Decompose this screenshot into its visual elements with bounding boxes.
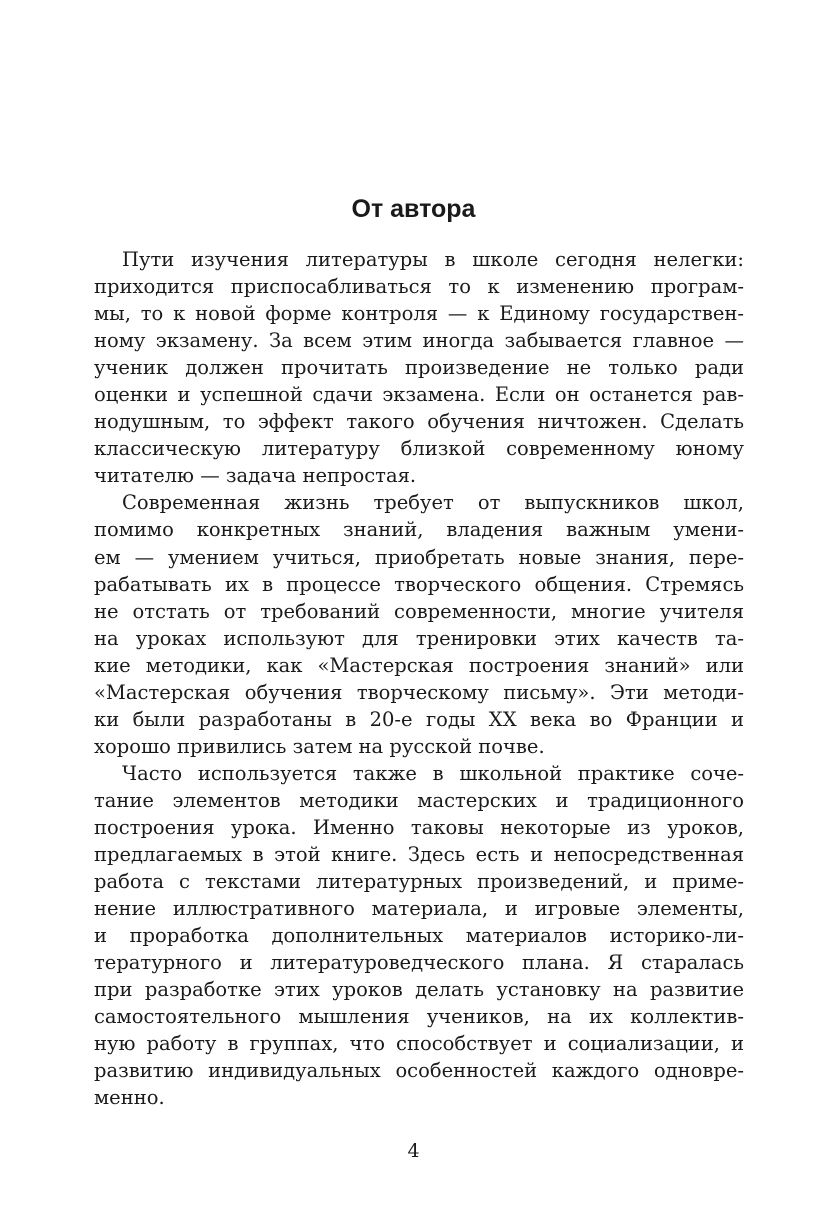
text-line: Пути изучения литературы в школе сегодня нелегки: bbox=[122, 248, 744, 271]
text-line: приходится приспосабливаться то к изменению програм- bbox=[94, 275, 744, 299]
text-line: ному экзамену. За всем этим иногда забывается главное — bbox=[94, 329, 744, 353]
body-text bbox=[94, 246, 744, 1112]
text-line: нодушным, то эффект такого обучения ничтожен. Сделать bbox=[94, 410, 744, 434]
text-line: Современная жизнь требует от выпускников школ, bbox=[122, 491, 744, 515]
text-line: ки были разработаны в 20-е годы XX века во Франции и bbox=[94, 707, 744, 731]
text-line: ученик должен прочитать произведение не только ради bbox=[94, 356, 744, 380]
paragraph bbox=[94, 246, 744, 489]
text-line: оценки и успешной сдачи экзамена. Если он останется рав- bbox=[94, 383, 744, 407]
text-line: ную работу в группах, что способствует и социализации, и bbox=[94, 1032, 744, 1056]
paragraph bbox=[94, 489, 744, 759]
text-line: тературного и литературоведческого плана. Я старалась bbox=[94, 951, 744, 975]
text-line: и проработка дополнительных материалов историко-ли- bbox=[94, 924, 744, 948]
text-line: рабатывать их в процессе творческого общения. Стремясь bbox=[94, 572, 744, 596]
text-line: при разработке этих уроков делать установку на развитие bbox=[94, 978, 744, 1002]
text-line: классическую литературу близкой современному юному bbox=[94, 437, 744, 461]
text-line: нение иллюстративного материала, и игровые элементы, bbox=[94, 897, 744, 921]
text-line: развитию индивидуальных особенностей каждого одновре- bbox=[94, 1059, 744, 1083]
text-line: «Мастерская обучения творческому письму». Эти методи- bbox=[94, 680, 744, 704]
text-line: работа с текстами литературных произведений, и приме- bbox=[94, 870, 744, 894]
text-line: построения урока. Именно таковы некоторые из уроков, bbox=[94, 815, 744, 839]
text-line: ем — умением учиться, приобретать новые знания, пере- bbox=[94, 545, 744, 569]
text-line: Часто используется также в школьной практике соче- bbox=[122, 761, 744, 785]
text-line: хорошо привились затем на русской почве. bbox=[94, 734, 545, 758]
text-line: самостоятельного мышления учеников, на их коллектив- bbox=[94, 1005, 744, 1029]
text-line: читателю — задача непростая. bbox=[94, 464, 417, 488]
page-number: 4 bbox=[407, 1140, 420, 1162]
text-line: менно. bbox=[94, 1086, 165, 1110]
text-line: тание элементов методики мастерских и традиционного bbox=[94, 788, 744, 812]
text-line: на уроках используют для тренировки этих качеств та- bbox=[94, 626, 744, 650]
text-line: помимо конкретных знаний, владения важным умени- bbox=[94, 518, 744, 542]
text-line: не отстать от требований современности, многие учителя bbox=[94, 599, 744, 623]
paragraph bbox=[94, 760, 744, 1112]
text-line: предлагаемых в этой книге. Здесь есть и непосредственная bbox=[94, 843, 744, 867]
page-title: От автора bbox=[351, 195, 476, 223]
text-line: мы, то к новой форме контроля — к Единому государствен- bbox=[94, 302, 744, 326]
text-line: кие методики, как «Мастерская построения знаний» или bbox=[94, 653, 744, 677]
